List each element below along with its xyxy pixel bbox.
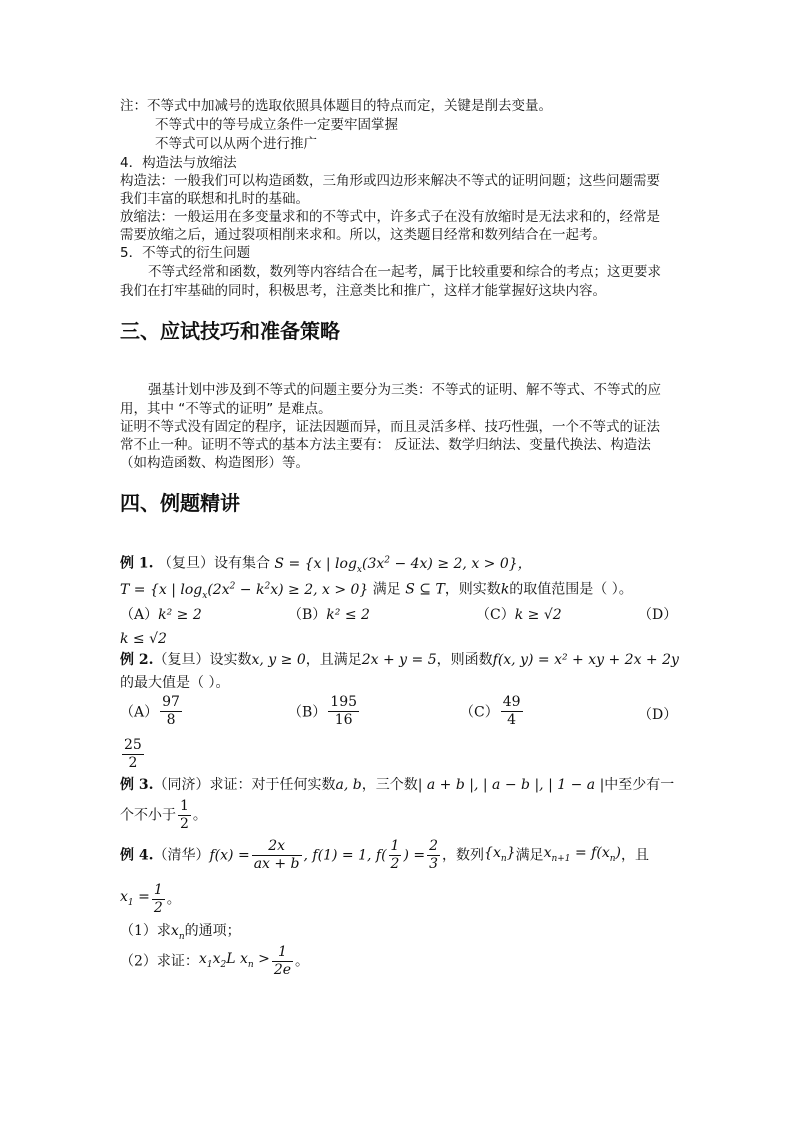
note-line-1: 注：不等式中加减号的选取依照具体题目的特点而定，关键是削去变量。 — [120, 98, 552, 114]
section-4-gouzao-1: 构造法：一般我们可以构造函数，三角形或四边形来解决不等式的证明问题；这些问题需要 — [120, 173, 660, 189]
example-1-option-c: （C）k ≥ √2 — [476, 607, 562, 623]
example-3-numbers: | a + b |, | a − b |, | 1 − a | — [417, 777, 605, 793]
example-1-set-s: S = {x | $\log_x(3x^2 - 4x) \ge 2$, x > 0}， — [274, 555, 532, 575]
section-5-title: 5．不等式的衍生问题 — [120, 245, 251, 261]
example-3-line-1: 例 3.（同济）求证：对于任何实数a, b，三个数| a + b |, | a − b |, | 1 − a |中至少有一 — [120, 777, 675, 793]
example-2-option-c: （C） $\frac{49}{4}$ — [460, 694, 521, 728]
example-2-line-2: 的最大值是（ ）。 — [120, 675, 230, 691]
example-2-options — [120, 694, 680, 734]
example-2-function: f(x, y) = x² + xy + 2x + 2y — [492, 652, 679, 668]
strategy-para-3: 证明不等式没有固定的程序，证法因题而异，而且灵活多样、技巧性强，一个不等式的证法 — [120, 419, 660, 435]
strategy-para-4: 常不止一种。证明不等式的基本方法主要有： 反证法、数学归纳法、变量代换法、构造法 — [120, 437, 651, 453]
example-2-line-1: 例 2.（复旦）设实数x, y ≥ 0，且满足2x + y = 5，则函数f(x, y) = x² + xy + 2x + 2y — [120, 652, 679, 668]
example-1-set-t: T = {x | $\log_x(2x^2 - k^2x) \ge 2$, x > 0} — [120, 581, 369, 601]
heading-examples: 四、例题精讲 — [120, 491, 240, 515]
section-4-fangsuo-2: 需要放缩之后，通过裂项相削来求和。所以，这类题目经常和数列结合在一起考。 — [120, 227, 606, 243]
strategy-para-1: 强基计划中涉及到不等式的问题主要分为三类：不等式的证明、解不等式、不等式的应 — [148, 382, 661, 398]
example-4-line-2: $x_1$ = $\frac{1}{2}$ 。 — [120, 882, 181, 916]
example-1-option-b: （B）k² ≤ 2 — [288, 607, 370, 623]
example-1-source: （复旦）设有集合 — [157, 555, 270, 572]
example-2-option-a: （A） $\frac{97}{8}$ — [120, 694, 180, 728]
example-1-option-d-value: k ≤ √2 — [120, 631, 167, 647]
example-2-option-d-value: $\frac{25}{2}$ — [124, 737, 142, 771]
example-1-option-a: （A）k² ≥ 2 — [120, 607, 202, 623]
example-1-line-2: T = {x | $\log_x(2x^2 - k^2x) \ge 2$, x > 0} 满足 S ⊆ T，则实数k的取值范围是（ ）。 — [120, 581, 633, 601]
example-4-question-1: （1）求$x_n$的通项； — [120, 923, 241, 942]
example-4-label: 例 4. — [120, 847, 154, 864]
example-1-line-1 — [120, 551, 532, 578]
example-1-option-d-label: （D） — [638, 607, 678, 623]
example-3-line-2: 个不小于 $\frac{1}{2}$ 。 — [120, 798, 207, 832]
section-5-para-1: 不等式经常和函数，数列等内容结合在一起考，属于比较重要和综合的考点；这更要求 — [148, 264, 661, 280]
section-4-fangsuo-1: 放缩法：一般运用在多变量求和的不等式中，许多式子在没有放缩时是无法求和的，经常是 — [120, 209, 660, 225]
strategy-para-5: （如构造函数、构造图形）等。 — [120, 455, 309, 471]
note-line-2: 不等式中的等号成立条件一定要牢固掌握 — [155, 117, 398, 133]
example-2-option-d-label: （D） — [638, 707, 678, 723]
example-1-subset: S ⊆ T — [405, 581, 445, 598]
note-line-3: 不等式可以从两个进行推广 — [155, 136, 317, 152]
example-4-line-1: 例 4.（清华）f(x) = $\frac{2x}{ax + b}$ , f(1) = 1, f( $\frac{1}{2}$ ) = $\frac{2}{3}$ ，数列$\{x_n\}$满足$x_{n+1} = f(x_n)$，且 — [120, 838, 649, 872]
example-3-label: 例 3. — [120, 777, 154, 793]
example-1-options — [120, 604, 680, 626]
section-4-title: 4．构造法与放缩法 — [120, 155, 237, 171]
heading-strategy: 三、应试技巧和准备策略 — [120, 319, 340, 343]
example-2-label: 例 2. — [120, 652, 154, 668]
section-4-gouzao-2: 我们丰富的联想和扎时的基础。 — [120, 191, 309, 207]
example-1-label: 例 1. — [120, 555, 154, 572]
example-4-question-2: （2）求证：$x_1x_2L$ $x_n$ > $\frac{1}{2e}$ 。 — [120, 944, 310, 978]
strategy-para-2: 用，其中 “不等式的证明” 是难点。 — [120, 401, 332, 417]
section-5-para-2: 我们在打牢基础的同时，积极思考，注意类比和推广，这样才能掌握好这块内容。 — [120, 283, 606, 299]
example-2-option-b: （B） $\frac{195}{16}$ — [288, 694, 358, 728]
